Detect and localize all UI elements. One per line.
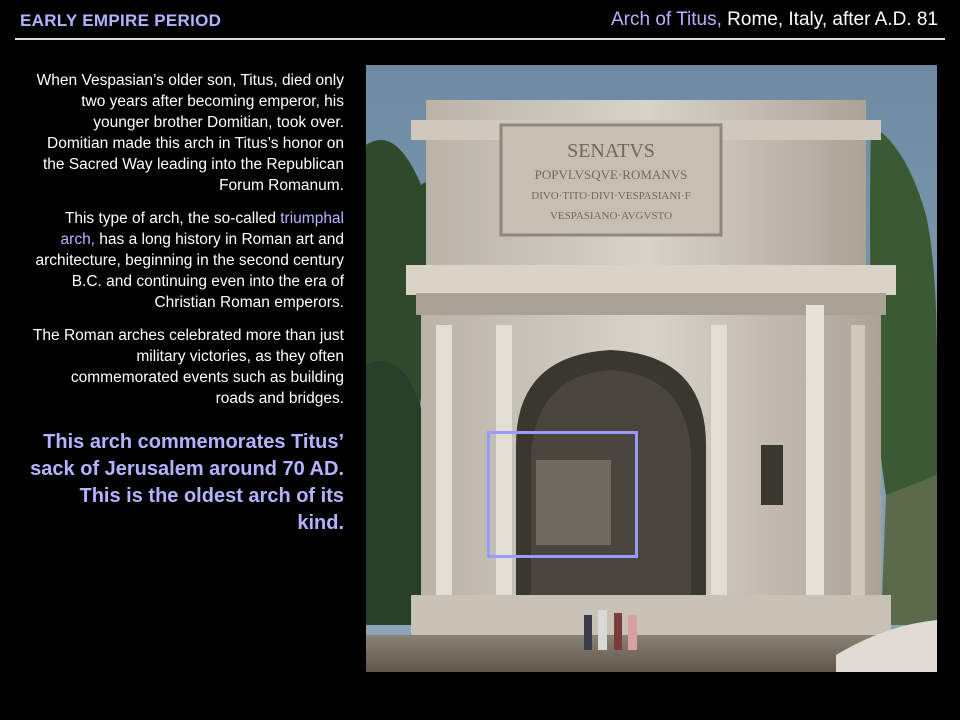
inscription-line-3: DIVO·TITO·DIVI·VESPASIANI·F (531, 190, 691, 202)
slide-title (611, 9, 938, 31)
paragraph-history: When Vespasian’s older son, Titus, died only two years after becoming emperor, his younger brother Domitian, took over. Domitian made this arch in Titus’s honor on the Sacred Way leading into the Republican Forum Romanum. (36, 72, 344, 194)
arch-photo (366, 65, 937, 672)
arch-type-text-end: has a long history in Roman art and architecture, beginning in the second century B.C. and continuing even into the era of Christian Roman emperors. (35, 231, 344, 311)
period-title: EARLY EMPIRE PERIOD (20, 11, 222, 30)
paragraph-arch-type (30, 208, 344, 313)
emphasis-text: This arch commemorates Titus’ sack of Jerusalem around 70 AD. This is the oldest arch of its kind. (30, 431, 344, 534)
arch-type-text-start: This type of arch, the so-called (64, 210, 281, 227)
monument-location: Rome, Italy, after A.D. 81 (721, 9, 938, 30)
triumphal-arch-link[interactable]: triumphal arch, (60, 210, 344, 248)
header-divider (15, 38, 945, 40)
paragraph-celebrations: The Roman arches celebrated more than just military victories, as they often commemorated events such as building roads and bridges. (32, 327, 344, 407)
arch-of-titus-image (366, 65, 937, 672)
text-column (30, 70, 344, 537)
relief-highlight-box (487, 431, 638, 558)
inscription-line-4: VESPASIANO·AVGVSTO (549, 210, 673, 222)
monument-name: Arch of Titus, (611, 9, 722, 30)
inscription-line-2: POPVLVSQVE·ROMANVS (534, 167, 688, 182)
inscription-line-1: SENATVS (567, 140, 655, 162)
